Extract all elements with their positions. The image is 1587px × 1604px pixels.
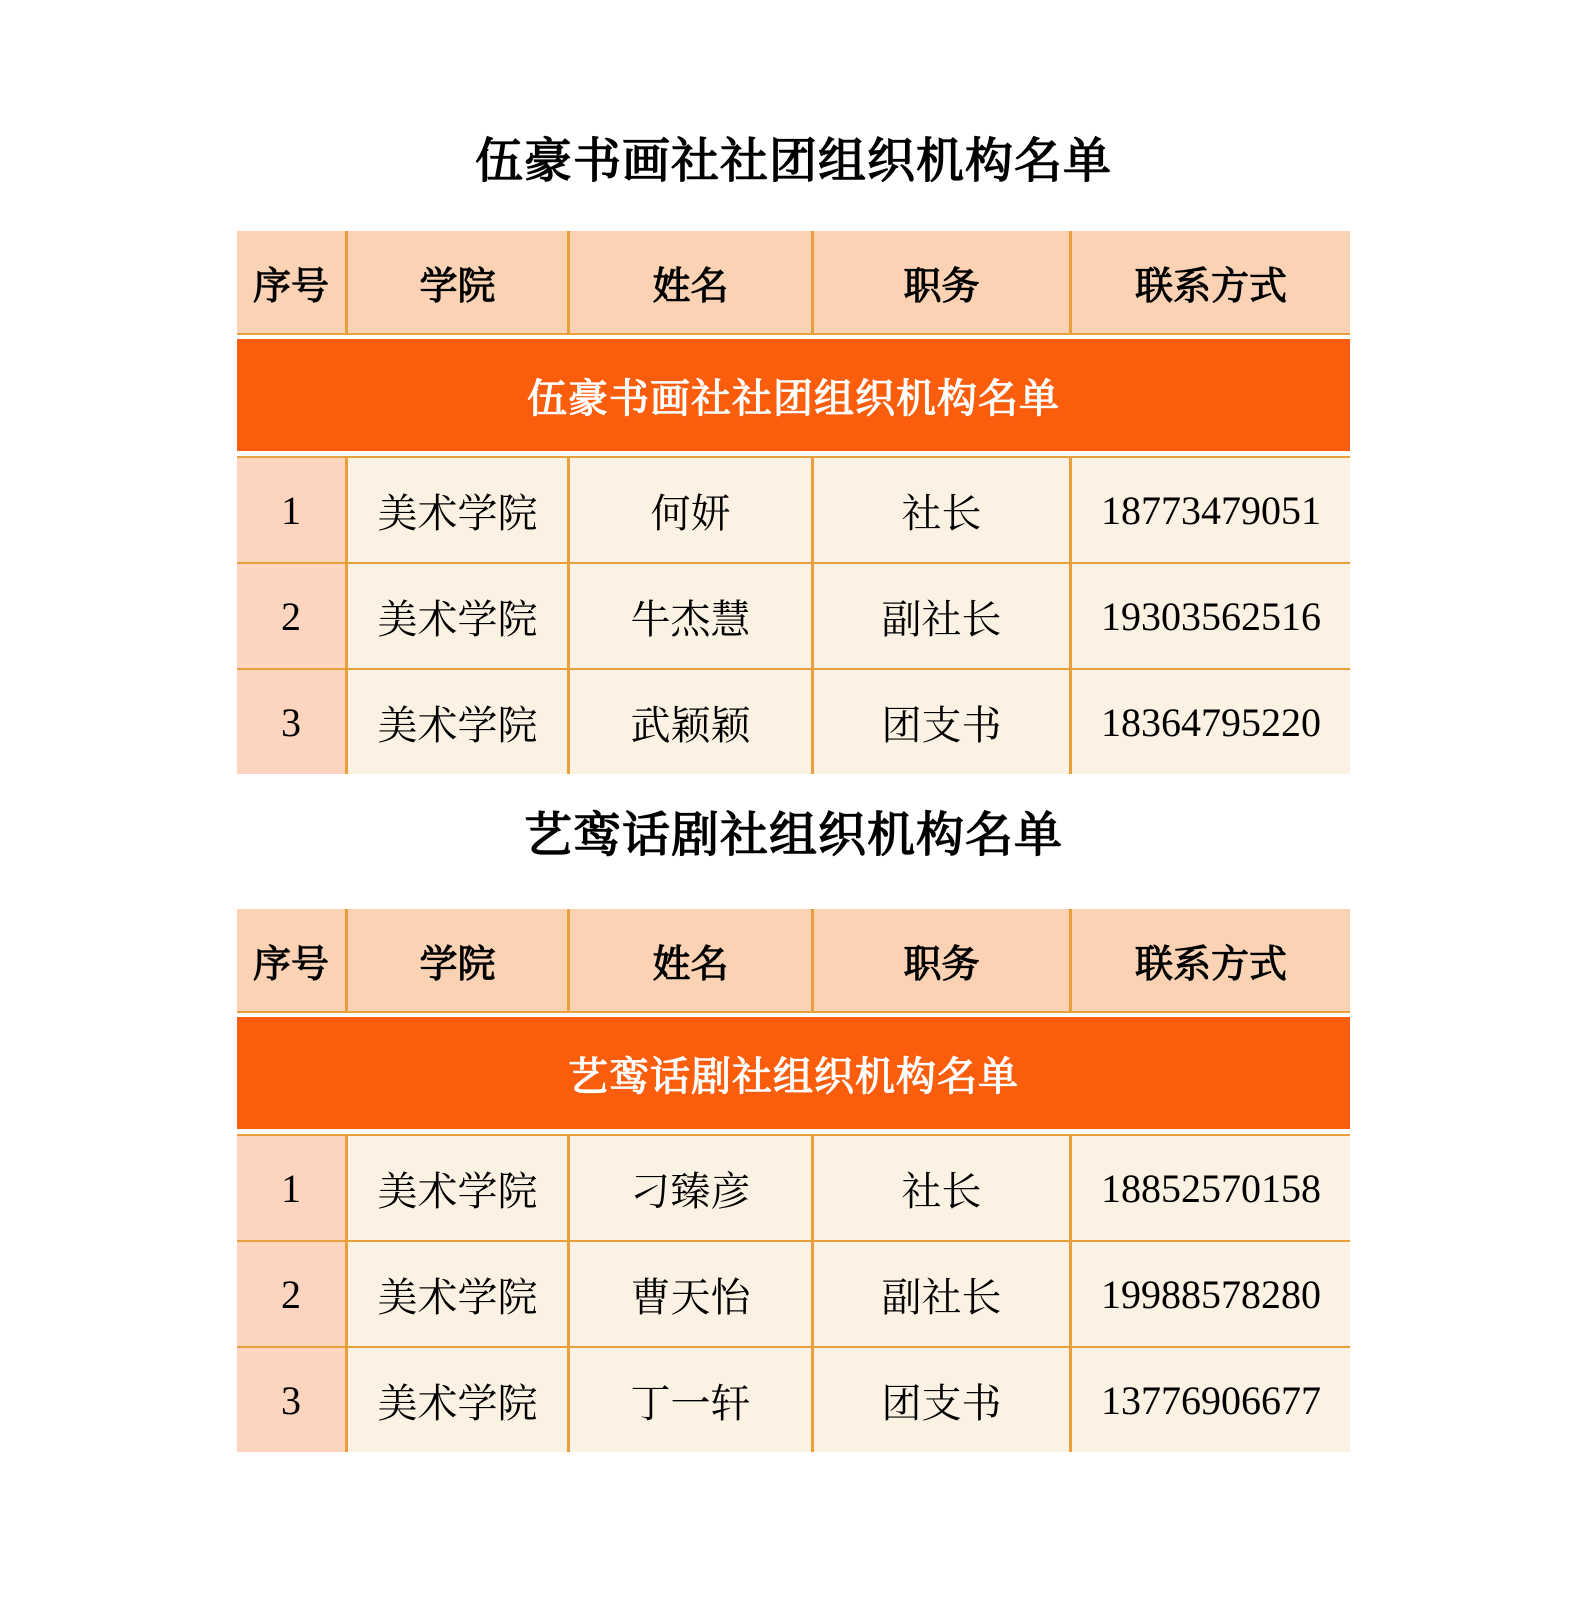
roster-table-2: [237, 909, 1350, 1452]
table-row: [237, 668, 1350, 774]
cell-phone: 19988578280: [1069, 1240, 1350, 1346]
club-section-2: [0, 808, 1587, 1452]
column-header-phone: 联系方式: [1069, 909, 1350, 1013]
cell-role: 副社长: [811, 1240, 1069, 1346]
cell-name: 牛杰慧: [567, 562, 811, 668]
cell-no: 3: [237, 668, 345, 774]
section-title: 伍豪书画社社团组织机构名单: [474, 135, 1112, 188]
cell-phone: 18773479051: [1069, 456, 1350, 562]
column-header-no: 序号: [237, 909, 345, 1013]
cell-phone: 13776906677: [1069, 1346, 1350, 1452]
column-header-no: 序号: [237, 231, 345, 335]
column-header-name: 姓名: [567, 231, 811, 335]
cell-no: 3: [237, 1346, 345, 1452]
table-banner-title: 艺鸾话剧社组织机构名单: [237, 1013, 1350, 1134]
table-row: [237, 562, 1350, 668]
table-row: [237, 456, 1350, 562]
column-header-college: 学院: [345, 231, 567, 335]
column-header-role: 职务: [811, 909, 1069, 1013]
table-row: [237, 1134, 1350, 1240]
cell-name: 丁一轩: [567, 1346, 811, 1452]
cell-no: 1: [237, 456, 345, 562]
cell-college: 美术学院: [345, 668, 567, 774]
cell-college: 美术学院: [345, 562, 567, 668]
cell-no: 2: [237, 562, 345, 668]
cell-college: 美术学院: [345, 456, 567, 562]
column-header-role: 职务: [811, 231, 1069, 335]
cell-role: 社长: [811, 456, 1069, 562]
column-header-name: 姓名: [567, 909, 811, 1013]
cell-no: 1: [237, 1134, 345, 1240]
cell-college: 美术学院: [345, 1240, 567, 1346]
cell-name: 武颖颖: [567, 668, 811, 774]
cell-role: 团支书: [811, 668, 1069, 774]
table-header-row: [237, 909, 1350, 1013]
cell-phone: 18852570158: [1069, 1134, 1350, 1240]
table-row: [237, 1346, 1350, 1452]
cell-name: 何妍: [567, 456, 811, 562]
cell-college: 美术学院: [345, 1346, 567, 1452]
cell-phone: 19303562516: [1069, 562, 1350, 668]
cell-phone: 18364795220: [1069, 668, 1350, 774]
cell-role: 团支书: [811, 1346, 1069, 1452]
cell-name: 曹天怡: [567, 1240, 811, 1346]
club-section-1: [0, 134, 1587, 774]
cell-college: 美术学院: [345, 1134, 567, 1240]
table-banner-title: 伍豪书画社社团组织机构名单: [237, 335, 1350, 456]
roster-table-1: [237, 231, 1350, 774]
cell-no: 2: [237, 1240, 345, 1346]
section-title: 艺鸾话剧社组织机构名单: [523, 809, 1063, 863]
column-header-phone: 联系方式: [1069, 231, 1350, 335]
table-banner-row: [237, 335, 1350, 456]
column-header-college: 学院: [345, 909, 567, 1013]
table-row: [237, 1240, 1350, 1346]
table-header-row: [237, 231, 1350, 335]
table-banner-row: [237, 1013, 1350, 1134]
cell-name: 刁臻彦: [567, 1134, 811, 1240]
cell-role: 社长: [811, 1134, 1069, 1240]
cell-role: 副社长: [811, 562, 1069, 668]
